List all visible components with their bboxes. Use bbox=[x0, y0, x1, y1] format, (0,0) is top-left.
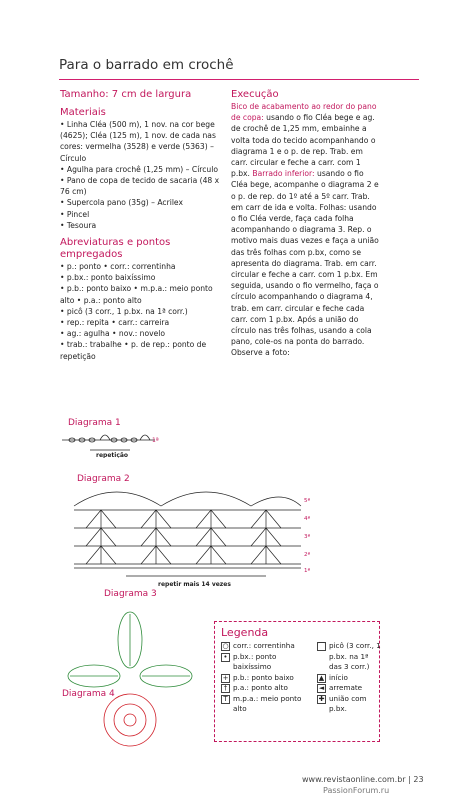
abbr-item: • trab.: trabalhe • p. de rep.: ponto de repetição bbox=[60, 340, 207, 361]
diagram-2-row: 2ª bbox=[304, 552, 311, 558]
legend-label: p.b.: ponto baixo bbox=[233, 672, 294, 682]
legend-item bbox=[221, 641, 315, 652]
diagram-2-row: 5ª bbox=[304, 498, 311, 504]
legend-right-column bbox=[317, 641, 381, 715]
materials-item: • Linha Cléa (500 m), 1 nov. na cor bege (4625); Cléa (125 m), 1 nov. de cada nas cores: vermelha (3528) e verde (5363) – Círculo bbox=[60, 120, 216, 163]
legend-label: união com p.bx. bbox=[329, 693, 367, 713]
materials-item: • Supercola pano (35g) – Acrilex bbox=[60, 198, 183, 208]
abbreviations-list bbox=[60, 261, 225, 362]
diagram-1-label: Diagrama 1 bbox=[68, 418, 121, 428]
diagram-2-label: Diagrama 2 bbox=[77, 474, 130, 484]
legend-item bbox=[317, 673, 381, 684]
diagram-3-label: Diagrama 3 bbox=[104, 589, 157, 599]
join-icon: ✚ bbox=[318, 694, 325, 703]
size-heading: Tamanho: 7 cm de largura bbox=[60, 89, 192, 100]
legend-item bbox=[221, 673, 315, 684]
legend-item bbox=[317, 694, 381, 715]
diagram-2-rep: repetir mais 14 vezes bbox=[158, 581, 231, 588]
abbr-item: • p.b.: ponto baixo • m.p.a.: meio ponto alto • p.a.: ponto alto bbox=[60, 284, 213, 305]
diagram-1-row: 1ª bbox=[152, 437, 159, 444]
chain-icon: ○ bbox=[222, 642, 229, 650]
legend-box bbox=[214, 621, 380, 742]
diagram-2 bbox=[66, 484, 326, 594]
left-column bbox=[60, 89, 225, 362]
legend-item bbox=[317, 683, 381, 694]
start-icon: ▲ bbox=[318, 673, 325, 682]
materials-item: • Pano de copa de tecido de sacaria (48 x 76 cm) bbox=[60, 176, 220, 197]
double-crochet-icon: † bbox=[221, 684, 230, 693]
execution-lead-2: Barrado inferior: bbox=[252, 169, 315, 179]
materials-item: • Pincel bbox=[60, 209, 90, 219]
materials-list bbox=[60, 119, 225, 231]
half-double-icon: T bbox=[221, 695, 230, 704]
legend-item bbox=[221, 652, 315, 673]
diagram-1 bbox=[60, 428, 170, 458]
legend-item bbox=[221, 694, 315, 715]
legend-label: corr.: correntinha bbox=[233, 641, 295, 650]
finish-icon: ◄ bbox=[318, 684, 325, 692]
abbreviations-heading: Abreviaturas e pontos empregados bbox=[60, 237, 171, 261]
single-crochet-icon: + bbox=[222, 673, 229, 682]
legend-label: p.bx.: ponto baixíssimo bbox=[233, 651, 277, 671]
legend-item bbox=[221, 683, 315, 694]
abbr-item: • ag.: agulha • nov.: novelo bbox=[60, 329, 166, 339]
diagram-2-row: 3ª bbox=[304, 534, 311, 540]
execution-lead: Bico de acabamento ao redor do pano de copa: bbox=[231, 102, 377, 123]
execution-paragraph-1: usando o fio Cléa bege e ag. de crochê de 1,25 mm, embainhe a volta toda do tecido acompanhando o diagrama 1 e o p. de rep. Trab. em carr. circular e feche a carr. com 1 p.bx. bbox=[231, 113, 376, 179]
picot-icon: ⌒ bbox=[318, 642, 325, 650]
page-footer: www.revistaonline.com.br | 23 bbox=[302, 775, 424, 784]
execution-heading: Execução bbox=[231, 89, 279, 100]
legend-label: picô (3 corr., 1 p.bx. na 1ª das 3 corr.) bbox=[329, 641, 381, 671]
legend-item bbox=[317, 641, 381, 673]
abbr-item: • picô (3 corr., 1 p.bx. na 1ª corr.) bbox=[60, 306, 188, 316]
legend-label: m.p.a.: meio ponto alto bbox=[233, 693, 302, 713]
diagrams-3-4 bbox=[60, 600, 210, 760]
legend-label: arremate bbox=[329, 683, 363, 692]
diagram-4-label: Diagrama 4 bbox=[62, 689, 115, 699]
abbr-item: • p.bx.: ponto baixíssimo bbox=[60, 273, 156, 283]
diagram-2-row: 1ª bbox=[304, 568, 311, 574]
right-column bbox=[231, 89, 381, 359]
materials-heading: Materiais bbox=[60, 107, 106, 118]
execution-text bbox=[231, 101, 381, 359]
legend-label: p.a.: ponto alto bbox=[233, 683, 288, 692]
abbr-item: • p.: ponto • corr.: correntinha bbox=[60, 262, 176, 272]
diagram-1-rep: repetição bbox=[96, 452, 129, 458]
page-title: Para o barrado em crochê bbox=[59, 57, 234, 73]
diagram-2-row: 4ª bbox=[304, 516, 311, 522]
legend-left-column bbox=[221, 641, 315, 715]
slip-stitch-icon: • bbox=[221, 653, 230, 662]
execution-paragraph-2: usando o fio Cléa bege, acompanhe o diagrama 2 e o p. de rep. do 1º até a 5º carr. Trab. em carr de ida e volta. Folhas: usando o fio Cléa verde, faça cada folha acompanhando o diagrama 3. Rep. o motivo mais duas vezes e faça a união das três folhas com p.bx, como se apresenta do diagrama. Trab. em carr. circular e feche a carr. com 1 p.bx. Em seguida, usando o fio vermelho, faça o círculo acompanhando o diagrama 4, trab. em carr. circular e feche cada carr. com 1 p.bx. Após a união do círculo nas três folhas, usando a cola pano, cole-os na ponta do barrado. Observe a foto: bbox=[231, 169, 379, 358]
circle bbox=[104, 694, 156, 746]
leaves bbox=[68, 612, 192, 687]
materials-item: • Agulha para crochê (1,25 mm) – Círculo bbox=[60, 164, 219, 174]
materials-item: • Tesoura bbox=[60, 220, 97, 230]
title-divider bbox=[59, 79, 419, 80]
legend-label: início bbox=[329, 672, 348, 682]
abbr-item: • rep.: repita • carr.: carreira bbox=[60, 318, 170, 328]
legend-title: Legenda bbox=[221, 626, 269, 639]
watermark: PassionForum.ru bbox=[323, 786, 390, 795]
